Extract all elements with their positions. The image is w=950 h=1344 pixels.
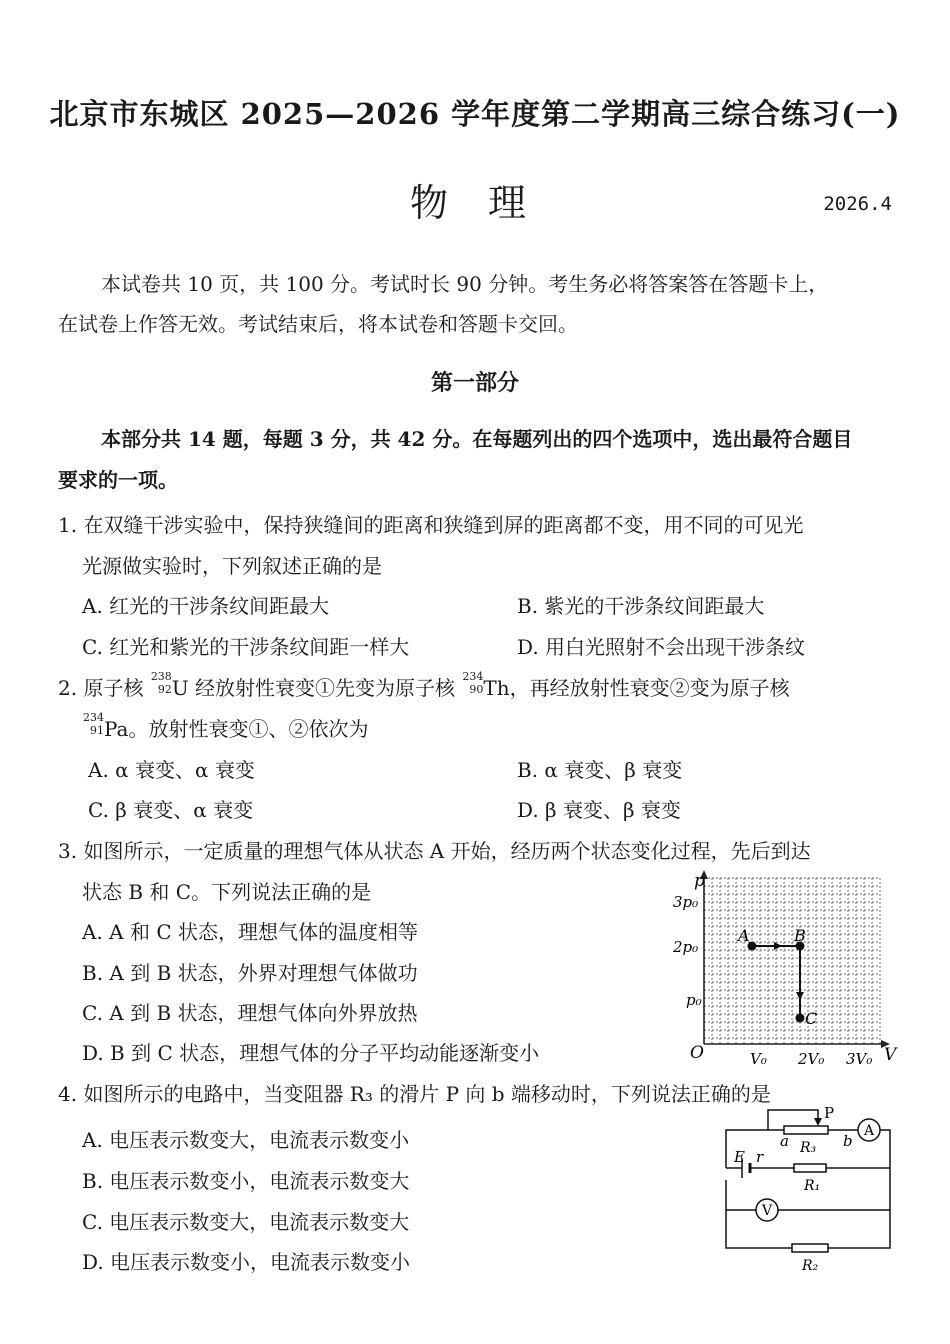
part-instruction-line-1: 本部分共 14 题，每题 3 分，共 42 分。在每题列出的四个选项中，选出最符合题目 <box>101 427 853 451</box>
pv-diagram <box>670 866 898 1076</box>
question-4-option-d: D. 电压表示数变小，电流表示数变小 <box>82 1250 411 1274</box>
internal-resistance-label: r <box>756 1148 764 1166</box>
resistor-r3 <box>784 1126 828 1134</box>
p-axis-label: p <box>694 871 705 891</box>
question-4-stem-line-1: 4. 如图所示的电路中，当变阻器 R₃ 的滑片 P 向 b 端移动时，下列说法正确的是 <box>58 1082 771 1106</box>
ammeter-label: A <box>864 1123 875 1139</box>
protactinium-nuclide <box>82 711 104 737</box>
state-c-label: C <box>805 1009 818 1028</box>
origin-label: O <box>690 1043 704 1063</box>
pa-symbol: Pa <box>104 717 129 741</box>
th-atomic-number: 90 <box>469 683 484 696</box>
pa-atomic-number: 91 <box>90 724 104 737</box>
state-b-label: B <box>794 926 806 945</box>
question-2-option-c: C. β 衰变、α 衰变 <box>88 798 254 822</box>
thorium-nuclide <box>461 670 484 696</box>
q2-text-3: ，再经放射性衰变②变为原子核 <box>509 676 790 700</box>
question-4-option-c: C. 电压表示数变大，电流表示数变大 <box>82 1210 410 1234</box>
part-heading: 第一部分 <box>430 370 519 396</box>
subject-title: 物 理 <box>409 181 541 225</box>
resistor-r2 <box>792 1244 828 1252</box>
question-2-option-d: D. β 衰变、β 衰变 <box>517 798 681 822</box>
state-a-label: A <box>738 926 750 945</box>
question-2-option-a: A. α 衰变、α 衰变 <box>88 758 255 782</box>
pa-mass-number: 234 <box>83 711 104 724</box>
u-atomic-number: 92 <box>157 683 172 696</box>
th-mass-number: 234 <box>462 670 484 683</box>
question-3-option-d: D. B 到 C 状态，理想气体的分子平均动能逐渐变小 <box>82 1041 540 1065</box>
question-4-option-b: B. 电压表示数变小，电流表示数变大 <box>82 1169 410 1193</box>
r2-label: R₂ <box>802 1258 819 1274</box>
slider-label: P <box>824 1104 835 1122</box>
question-1-stem-line-1: 1. 在双缝干涉实验中，保持狭缝间的距离和狭缝到屏的距离都不变，用不同的可见光 <box>58 513 804 537</box>
x-tick-3v0: 3V₀ <box>846 1050 873 1068</box>
question-3-stem-line-2: 状态 B 和 C。下列说法正确的是 <box>82 880 372 904</box>
question-1-option-c: C. 红光和紫光的干涉条纹间距一样大 <box>82 635 410 659</box>
question-3-option-c: C. A 到 B 状态，理想气体向外界放热 <box>82 1001 418 1025</box>
process-a-to-b-arrow-icon <box>774 942 782 950</box>
y-tick-3p0: 3p₀ <box>673 893 699 911</box>
voltmeter-label: V <box>762 1203 773 1219</box>
y-tick-p0: p₀ <box>686 991 702 1009</box>
circuit-diagram <box>718 1100 902 1280</box>
u-mass-number: 238 <box>150 670 172 683</box>
part-instruction-line-2: 要求的一项。 <box>58 468 178 492</box>
intro-line-2: 在试卷上作答无效。考试结束后，将本试卷和答题卡交回。 <box>58 312 578 336</box>
slider-arrow-icon <box>814 1118 822 1126</box>
q2-text-2: 经放射性衰变①先变为原子核 <box>195 676 456 700</box>
u-symbol: U <box>171 676 189 700</box>
end-b-label: b <box>843 1132 853 1150</box>
exam-date: 2026.4 <box>823 193 892 215</box>
state-c-point <box>796 1014 805 1023</box>
emf-label: E <box>734 1148 745 1166</box>
x-tick-2v0: 2V₀ <box>798 1050 825 1068</box>
v-axis-label: V <box>884 1045 897 1065</box>
question-3-option-a: A. A 和 C 状态，理想气体的温度相等 <box>82 920 418 944</box>
r3-label: R₃ <box>800 1140 817 1156</box>
intro-line-1: 本试卷共 10 页，共 100 分。考试时长 90 分钟。考生务必将答案答在答题卡上， <box>101 272 829 296</box>
end-a-label: a <box>780 1132 789 1150</box>
q2-text-4: 。放射性衰变①、②依次为 <box>128 717 369 741</box>
x-tick-v0: V₀ <box>750 1050 767 1068</box>
wire-right-bottom <box>828 1130 890 1248</box>
question-1-option-d: D. 用白光照射不会出现干涉条纹 <box>517 635 806 659</box>
question-1-option-b: B. 紫光的干涉条纹间距最大 <box>517 594 765 618</box>
question-2-stem-line-1 <box>58 672 790 701</box>
question-4-option-a: A. 电压表示数变大，电流表示数变小 <box>82 1128 410 1152</box>
question-3-stem-line-1: 3. 如图所示，一定质量的理想气体从状态 A 开始，经历两个状态变化过程，先后到达 <box>58 839 811 863</box>
question-2-stem-line-2 <box>82 713 368 742</box>
exam-title: 北京市东城区 2025—2026 学年度第二学期高三综合练习(一) <box>49 97 901 131</box>
question-3-option-b: B. A 到 B 状态，外界对理想气体做功 <box>82 961 418 985</box>
resistor-r1 <box>794 1164 826 1172</box>
question-1-option-a: A. 红光的干涉条纹间距最大 <box>82 594 330 618</box>
uranium-nuclide <box>150 670 172 696</box>
question-1-stem-line-2: 光源做实验时，下列叙述正确的是 <box>82 554 382 578</box>
question-2-option-b: B. α 衰变、β 衰变 <box>517 758 683 782</box>
th-symbol: Th <box>483 676 510 700</box>
y-tick-2p0: 2p₀ <box>673 938 699 956</box>
process-b-to-c-arrow-icon <box>796 992 804 1000</box>
q2-text-1: 2. 原子核 <box>58 676 144 700</box>
r1-label: R₁ <box>804 1178 821 1194</box>
pv-grid <box>704 878 880 1044</box>
